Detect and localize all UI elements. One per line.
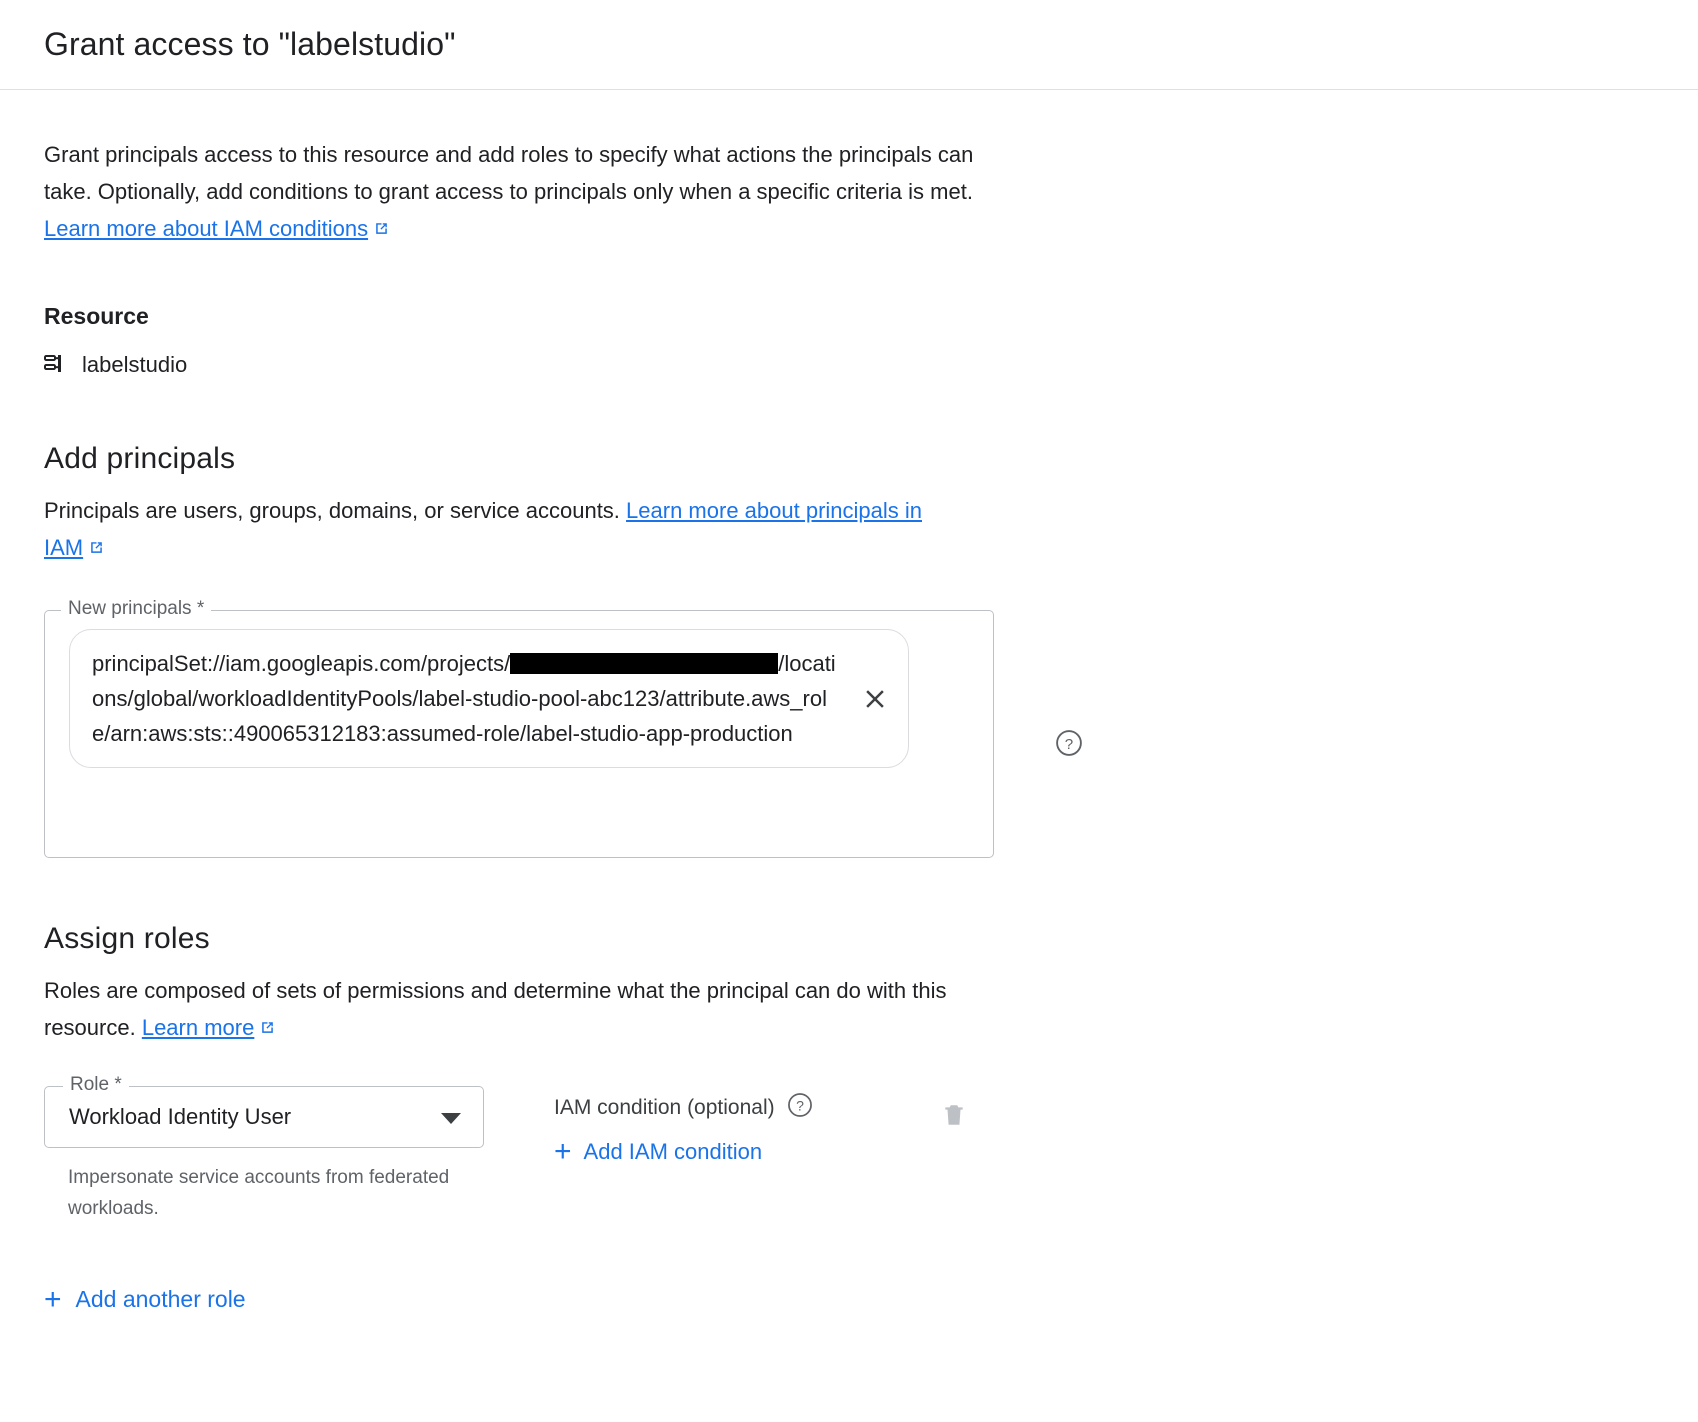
external-link-icon [373, 220, 390, 237]
assign-roles-description [44, 972, 954, 1046]
svg-text:?: ? [795, 1097, 804, 1114]
intro-paragraph [44, 136, 994, 247]
iam-condition-label: IAM condition (optional) [554, 1095, 775, 1119]
page-title: Grant access to "labelstudio" [44, 26, 456, 62]
add-another-role-button[interactable] [44, 1282, 1654, 1316]
iam-conditions-link[interactable]: Learn more about IAM conditions [44, 216, 369, 241]
redaction-bar [690, 653, 778, 674]
help-icon[interactable] [1055, 729, 1083, 757]
dialog-body [0, 136, 1698, 1316]
dialog-header [0, 0, 1698, 90]
role-row [44, 1074, 1654, 1224]
plus-icon: + [554, 1135, 572, 1168]
iam-condition-column [554, 1086, 813, 1168]
new-principals-field[interactable] [44, 598, 1074, 858]
add-another-role-label: Add another role [75, 1286, 246, 1312]
new-principals-label: New principals * [61, 598, 211, 620]
resource-section-label: Resource [44, 303, 149, 329]
iam-condition-label-row [554, 1092, 813, 1123]
roles-desc-text: Roles are composed of sets of permissions and determine what the principal can do with this resource. [44, 978, 947, 1040]
role-select[interactable] [44, 1074, 484, 1148]
resource-row [44, 352, 1654, 378]
add-principals-description [44, 492, 954, 566]
principal-chip-suffix: /locations/global/workloadIdentityPools/label-studio-pool-abc123/attribute.aws_role/arn:aws:sts::490065312183:assumed-role/label-studio-app-production [92, 651, 836, 746]
assign-roles-heading: Assign roles [44, 922, 210, 955]
role-column [44, 1074, 484, 1224]
principal-chip-prefix: principalSet://iam.googleapis.com/projects/ [92, 651, 511, 676]
principals-learn-more-link[interactable]: Learn more about principals in IAM [44, 498, 922, 560]
plus-icon: + [44, 1282, 62, 1316]
principals-desc-text: Principals are users, groups, domains, or service accounts. [44, 498, 627, 523]
close-icon[interactable] [860, 684, 890, 714]
svg-text:?: ? [1064, 735, 1074, 753]
external-link-icon [259, 1019, 276, 1036]
help-icon[interactable] [787, 1092, 813, 1123]
roles-learn-more-link[interactable]: Learn more [141, 1015, 255, 1040]
add-iam-condition-label: Add IAM condition [583, 1139, 763, 1164]
resource-name: labelstudio [82, 352, 188, 377]
redaction-bar [510, 653, 690, 674]
chevron-down-icon[interactable] [441, 1113, 461, 1124]
role-select-label: Role * [63, 1074, 129, 1096]
add-iam-condition-button[interactable] [554, 1135, 813, 1168]
external-link-icon [88, 539, 105, 556]
role-description: Impersonate service accounts from federated workloads. [68, 1167, 450, 1219]
intro-text: Grant principals access to this resource and add roles to specify what actions the principals can take. Optionally, add conditions to grant access to principals only when a specific criteria is met. [44, 142, 974, 204]
add-principals-heading: Add principals [44, 442, 236, 475]
principal-chip[interactable] [69, 629, 909, 768]
bucket-icon [44, 354, 68, 376]
role-select-value: Workload Identity User [69, 1104, 292, 1129]
delete-role-button [941, 1100, 967, 1130]
